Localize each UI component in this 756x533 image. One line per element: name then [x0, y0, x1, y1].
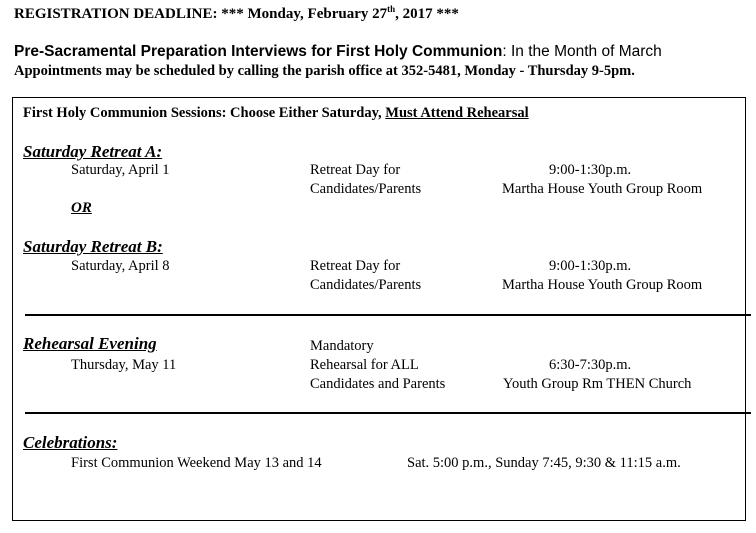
- rehearsal-time: 6:30-7:30p.m.: [549, 357, 632, 373]
- retreat-b-desc1: Retreat Day for: [310, 258, 401, 274]
- retreat-a-desc2: Candidates/Parents: [310, 181, 422, 197]
- retreat-b-title: Saturday Retreat B:: [23, 237, 163, 256]
- retreat-a-place: Martha House Youth Group Room: [502, 181, 703, 197]
- rehearsal-desc3: Candidates and Parents: [310, 376, 446, 392]
- or-separator: OR: [71, 200, 92, 216]
- retreat-a-time: 9:00-1:30p.m.: [549, 162, 632, 178]
- interviews-month: : In the Month of March: [502, 43, 662, 60]
- sessions-intro-text: First Holy Communion Sessions: Choose Either Saturday,: [23, 105, 386, 121]
- interviews-line: [14, 43, 662, 61]
- rehearsal-place: Youth Group Rm THEN Church: [503, 376, 692, 392]
- interviews-title: Pre-Sacramental Preparation Interviews for First Holy Communion: [14, 43, 503, 60]
- retreat-a-title: Saturday Retreat A:: [23, 142, 163, 161]
- retreat-a-date: Saturday, April 1: [71, 162, 170, 178]
- celebrations-weekend: First Communion Weekend May 13 and 14: [71, 455, 322, 471]
- divider: [25, 314, 751, 316]
- registration-deadline: [14, 6, 459, 23]
- appointments-line: Appointments may be scheduled by calling the parish office at 352-5481, Monday - Thursday 9-5pm.: [14, 63, 635, 79]
- deadline-superscript: th: [387, 4, 396, 14]
- retreat-b-time: 9:00-1:30p.m.: [549, 258, 632, 274]
- celebrations-title: Celebrations:: [23, 433, 118, 452]
- must-attend-rehearsal: Must Attend Rehearsal: [385, 105, 529, 121]
- retreat-b-desc2: Candidates/Parents: [310, 277, 422, 293]
- rehearsal-desc1: Mandatory: [310, 338, 374, 354]
- deadline-text: REGISTRATION DEADLINE: *** Monday, February 27: [14, 6, 388, 22]
- rehearsal-title: Rehearsal Evening: [23, 334, 157, 353]
- retreat-a-desc1: Retreat Day for: [310, 162, 401, 178]
- celebrations-masses: Sat. 5:00 p.m., Sunday 7:45, 9:30 & 11:15 a.m.: [407, 455, 681, 471]
- rehearsal-desc2: Rehearsal for ALL: [310, 357, 419, 373]
- deadline-year: , 2017 ***: [395, 6, 459, 22]
- retreat-b-place: Martha House Youth Group Room: [502, 277, 703, 293]
- rehearsal-date: Thursday, May 11: [71, 357, 177, 373]
- sessions-intro: [23, 105, 529, 122]
- sessions-box: [12, 97, 746, 521]
- divider: [25, 412, 751, 414]
- retreat-b-date: Saturday, April 8: [71, 258, 170, 274]
